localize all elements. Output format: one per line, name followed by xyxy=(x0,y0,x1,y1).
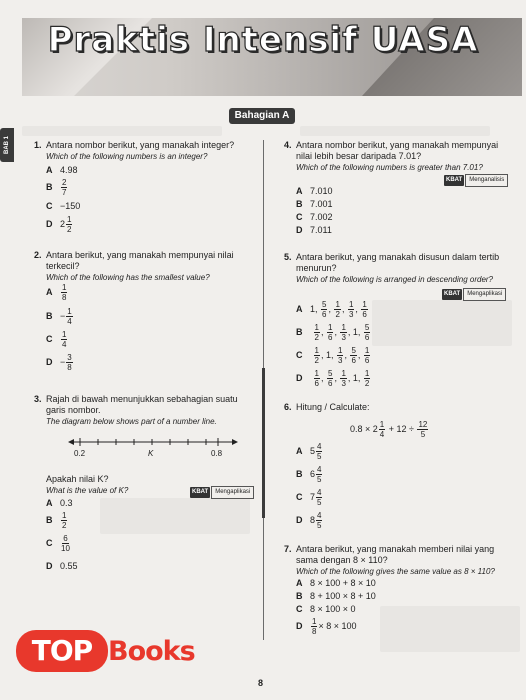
question-text-en: Which of the following numbers is an integer? xyxy=(46,152,208,161)
column-divider-accent xyxy=(262,368,265,518)
question-text: garis nombor. xyxy=(46,405,101,415)
option-b[interactable]: B 7.001 xyxy=(296,199,333,209)
fraction: $\frac{1}{4}$ xyxy=(67,307,72,326)
option-c[interactable]: C −150 xyxy=(46,201,81,211)
question-number: 6. xyxy=(284,402,292,412)
question-5 xyxy=(284,252,520,392)
ghost-text xyxy=(22,126,222,136)
option-d[interactable]: D 7.011 xyxy=(296,225,332,235)
question-3 xyxy=(34,394,259,574)
kbat-badge: KBAT Mengaplikasi xyxy=(442,288,506,301)
fraction: $\frac{6}{10}$ xyxy=(61,534,70,553)
ghost-text xyxy=(300,126,490,136)
chapter-tab: BAB 1 xyxy=(0,128,14,162)
page-title: Praktis Intensif UASA xyxy=(47,20,479,60)
expression: 0.8 × 2 $\frac{1}{4}$ + 12 ÷ $\frac{12}{5}$ xyxy=(350,420,428,439)
option-b[interactable]: B − $\frac{1}{4}$ xyxy=(46,307,72,326)
option-b[interactable]: B 8 + 100 × 8 + 10 xyxy=(296,591,376,601)
option-a[interactable]: A 1, $\frac{5}{6}$ , $\frac{1}{2}$ , $\frac{1}{3}$ , $\frac{1}{6}$ xyxy=(296,300,367,319)
option-b[interactable]: B $\frac{1}{2}$ , $\frac{1}{6}$ , $\frac{1}{3}$ , 1, $\frac{5}{6}$ xyxy=(296,323,370,342)
topbooks-logo xyxy=(16,630,195,680)
option-d[interactable]: D − $\frac{3}{8}$ xyxy=(46,353,72,372)
question-text: Antara berikut, yang manakah memberi nilai yang xyxy=(296,544,495,554)
question-text: Rajah di bawah menunjukkan sebahagian suatu xyxy=(46,394,238,404)
number-line-label-right: 0.8 xyxy=(211,449,223,458)
page-number: 8 xyxy=(258,678,264,688)
question-text: Hitung / Calculate: xyxy=(296,402,370,412)
question-text: terkecil? xyxy=(46,261,80,271)
question-text: sama dengan 8 × 110? xyxy=(296,555,388,565)
fraction: $\frac{1}{8}$ xyxy=(62,283,67,302)
question-4 xyxy=(284,140,520,240)
option-b[interactable]: B 6 $\frac{4}{5}$ xyxy=(296,465,322,484)
fraction: $\frac{1}{2}$ xyxy=(67,215,72,234)
option-c[interactable]: C $\frac{1}{4}$ xyxy=(46,330,67,349)
option-c[interactable]: C 8 × 100 × 0 xyxy=(296,604,356,614)
fraction: $\frac{1}{4}$ xyxy=(62,330,67,349)
option-c[interactable]: C 7.002 xyxy=(296,212,333,222)
option-d[interactable]: D $\frac{1}{6}$ , $\frac{5}{6}$ , $\frac{1}{3}$ , 1, $\frac{1}{2}$ xyxy=(296,369,370,388)
question-number: 1. xyxy=(34,140,42,150)
option-c[interactable]: C $\frac{6}{10}$ xyxy=(46,534,70,553)
question-ask: Apakah nilai K? xyxy=(46,474,109,484)
logo-top: TOP xyxy=(16,630,108,672)
question-7 xyxy=(284,544,520,644)
question-2 xyxy=(34,250,259,380)
question-text: Antara nombor berikut, yang manakah integer? xyxy=(46,140,235,150)
question-text-en: Which of the following gives the same value as 8 × 110? xyxy=(296,567,495,576)
question-number: 5. xyxy=(284,252,292,262)
question-6 xyxy=(284,402,520,532)
option-d[interactable]: D 0.55 xyxy=(46,561,78,571)
question-text: nilai lebih besar daripada 7.01? xyxy=(296,151,422,161)
section-label: Bahagian A xyxy=(229,108,295,124)
option-d[interactable]: D 8 $\frac{4}{5}$ xyxy=(296,511,322,530)
question-text-en: Which of the following is arranged in descending order? xyxy=(296,275,494,284)
question-number: 2. xyxy=(34,250,42,260)
fraction: $\frac{1}{2}$ xyxy=(62,511,67,530)
question-text-en: Which of the following numbers is greater than 7.01? xyxy=(296,163,483,172)
logo-books: Books xyxy=(108,636,195,667)
question-text-en: Which of the following has the smallest value? xyxy=(46,273,210,282)
option-a[interactable]: A 5 $\frac{4}{5}$ xyxy=(296,442,322,461)
question-text: Antara berikut, yang manakah mempunyai nilai xyxy=(46,250,234,260)
question-ask-en: What is the value of K? xyxy=(46,486,129,495)
kbat-badge: KBAT Menganalisis xyxy=(444,174,508,187)
option-d[interactable]: D $\frac{1}{8}$ × 8 × 100 xyxy=(296,617,357,636)
option-b[interactable]: B $\frac{2}{7}$ xyxy=(46,178,67,197)
option-a[interactable]: A 8 × 100 + 8 × 10 xyxy=(296,578,376,588)
option-a[interactable]: A 0.3 xyxy=(46,498,73,508)
option-a[interactable]: A $\frac{1}{8}$ xyxy=(46,283,67,302)
fraction: $\frac{2}{7}$ xyxy=(62,178,67,197)
option-a[interactable]: A 7.010 xyxy=(296,186,333,196)
fraction: $\frac{3}{8}$ xyxy=(67,353,72,372)
question-number: 4. xyxy=(284,140,292,150)
option-d[interactable]: D 2 $\frac{1}{2}$ xyxy=(46,215,72,234)
option-a[interactable]: A 4.98 xyxy=(46,165,78,175)
option-c[interactable]: C 7 $\frac{4}{5}$ xyxy=(296,488,322,507)
number-line-label-left: 0.2 xyxy=(74,449,86,458)
question-text: Antara nombor berikut, yang manakah mempunyai xyxy=(296,140,499,150)
question-text: Antara berikut, yang manakah disusun dalam tertib xyxy=(296,252,500,262)
question-1 xyxy=(34,140,259,240)
number-line-label-k: K xyxy=(148,449,154,458)
question-text: menurun? xyxy=(296,263,337,273)
question-number: 7. xyxy=(284,544,292,554)
question-number: 3. xyxy=(34,394,42,404)
option-b[interactable]: B $\frac{1}{2}$ xyxy=(46,511,67,530)
question-text-en: The diagram below shows part of a number line. xyxy=(46,417,217,426)
kbat-badge: KBAT Mengaplikasi xyxy=(190,486,254,499)
option-c[interactable]: C $\frac{1}{2}$ , 1, $\frac{1}{3}$ , $\frac{5}{6}$ , $\frac{1}{6}$ xyxy=(296,346,370,365)
